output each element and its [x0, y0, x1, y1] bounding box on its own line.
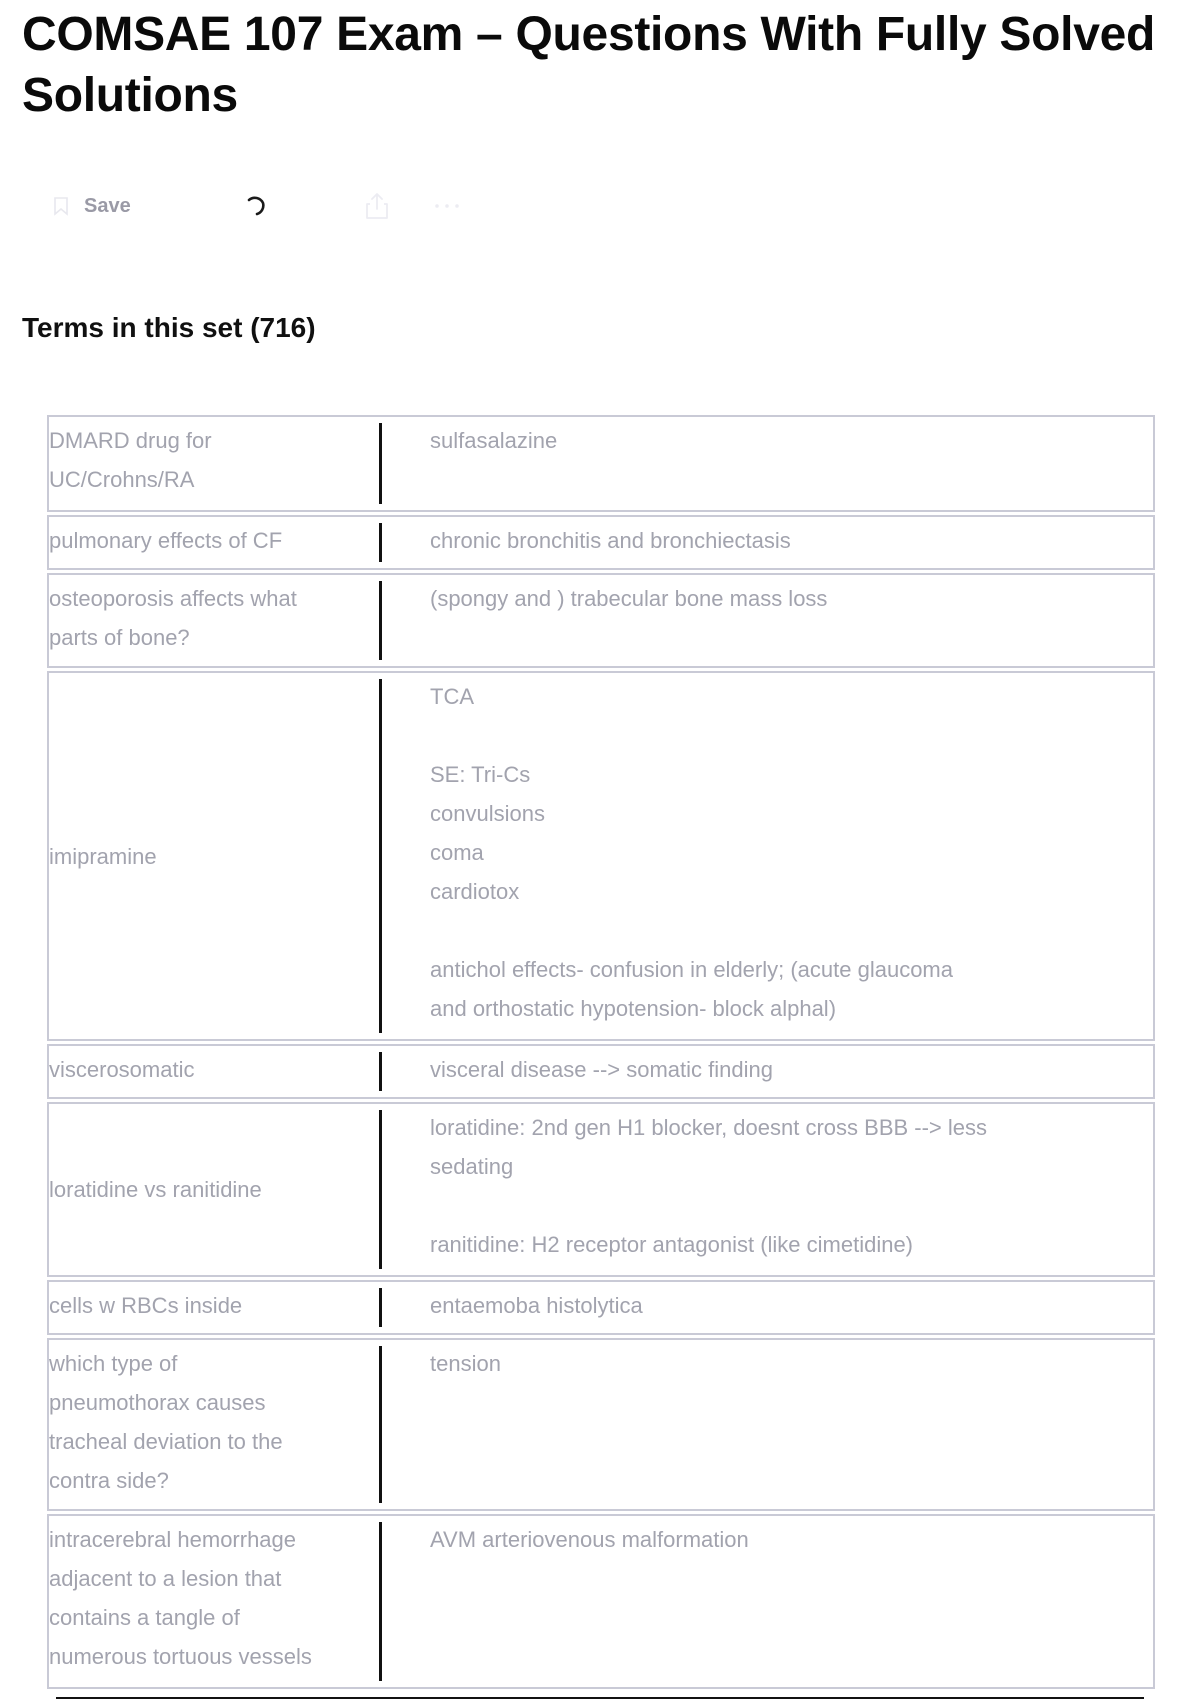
column-divider [379, 423, 382, 504]
column-divider [379, 581, 382, 660]
more-icon [432, 201, 462, 211]
term-row [47, 1338, 1155, 1511]
term-text: imipramine [49, 843, 157, 869]
column-divider [379, 1052, 382, 1091]
definition-text: tension [430, 1351, 501, 1376]
term-text: viscerosomatic [49, 1057, 195, 1082]
definition-text: sulfasalazine [430, 428, 558, 453]
page-title: COMSAE 107 Exam – Questions With Fully Solved Solutions [22, 8, 1156, 122]
term-row [47, 1044, 1155, 1099]
definition-text: chronic bronchitis and bronchiectasis [430, 528, 791, 553]
definition-text: entaemoba histolytica [430, 1293, 643, 1318]
term-row [47, 415, 1155, 512]
terms-table [47, 415, 1155, 1692]
definition-text: visceral disease --> somatic finding [430, 1057, 773, 1082]
column-divider [379, 1522, 382, 1681]
term-row [47, 1514, 1155, 1689]
definition-text: (spongy and ) trabecular bone mass loss [430, 586, 828, 611]
save-label: Save [84, 194, 131, 217]
definition-text: TCA SE: Tri-Cs convulsions coma cardiotox antichol effects- confusion in elderly; (acute glaucoma and orthostatic hypotension- block alphal) [430, 684, 953, 1021]
save-button[interactable] [52, 188, 131, 224]
term-row [47, 1280, 1155, 1335]
column-divider [379, 1346, 382, 1503]
share-icon [364, 191, 390, 221]
term-text: which type of pneumothorax causes tracheal deviation to the contra side? [49, 1351, 283, 1493]
toolbar [52, 188, 512, 224]
terms-count-heading: Terms in this set (716) [22, 312, 316, 343]
page-bottom-rule [56, 1697, 1144, 1699]
term-text: osteoporosis affects what parts of bone? [49, 586, 297, 650]
more-options-button[interactable] [432, 188, 462, 224]
loading-indicator [242, 188, 270, 224]
definition-text: loratidine: 2nd gen H1 blocker, doesnt cross BBB --> less sedating ranitidine: H2 receptor antagonist (like cimetidine) [430, 1115, 988, 1257]
column-divider [379, 523, 382, 562]
column-divider [379, 679, 382, 1033]
term-row [47, 1102, 1155, 1277]
share-button[interactable] [364, 188, 390, 224]
term-text: DMARD drug for UC/Crohns/RA [49, 428, 212, 492]
column-divider [379, 1288, 382, 1327]
term-row [47, 671, 1155, 1041]
term-row [47, 515, 1155, 570]
term-text: cells w RBCs inside [49, 1293, 243, 1318]
spinner-icon [242, 192, 270, 220]
term-text: pulmonary effects of CF [49, 528, 283, 553]
term-row [47, 573, 1155, 668]
term-text: loratidine vs ranitidine [49, 1177, 262, 1202]
definition-text: AVM arteriovenous malformation [430, 1527, 749, 1552]
column-divider [379, 1110, 382, 1269]
term-text: intracerebral hemorrhage adjacent to a lesion that contains a tangle of numerous tortuous vessels [49, 1527, 312, 1669]
bookmark-icon [52, 196, 70, 216]
